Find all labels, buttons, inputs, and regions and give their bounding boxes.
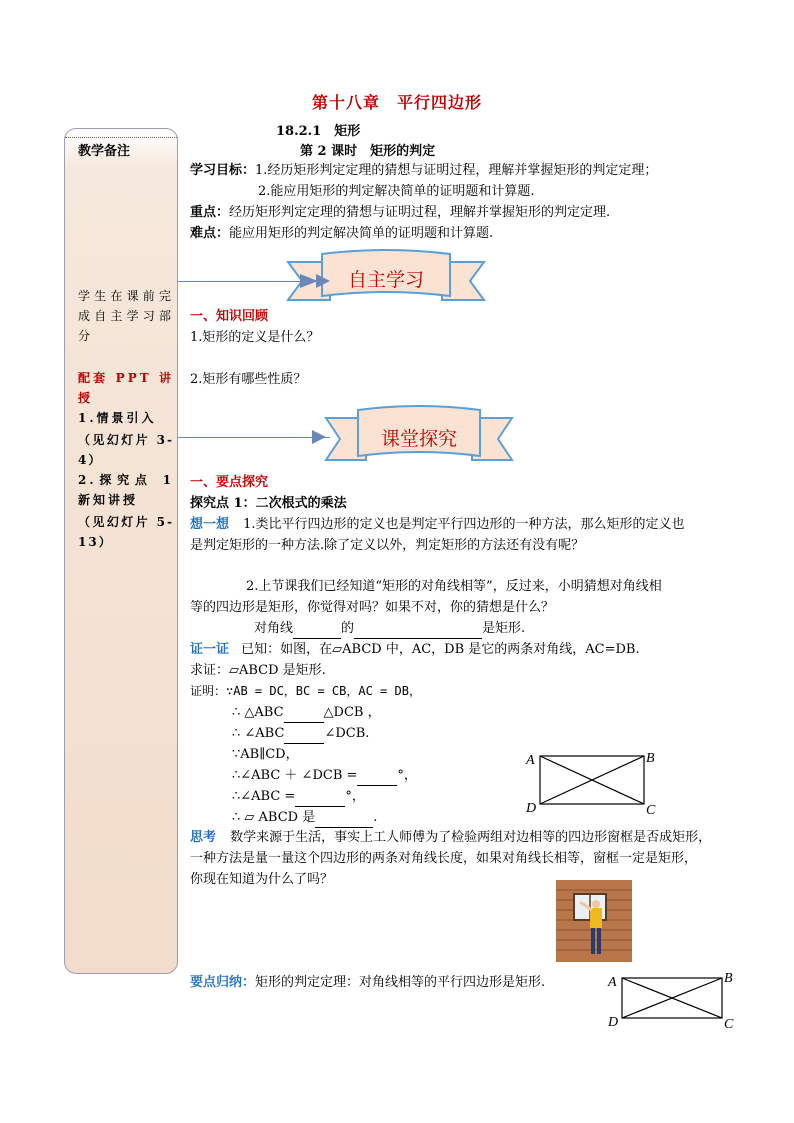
proof-3a: ∴ ∠ABC: [232, 726, 285, 741]
sidebar-step1-ref: （见幻灯片 3-4）: [78, 433, 174, 467]
reflect-text3: 你现在知道为什么了吗？: [190, 872, 334, 887]
prove-goal: 求证：▱ABCD 是矩形.: [190, 663, 326, 678]
reflect-text2: 一种方法是量一量这个四边形的两条对角线长度，如果对角线长相等，窗框一定是矩形，: [190, 851, 698, 866]
fill-text-b: 的: [341, 621, 355, 636]
banner-classroom: [324, 404, 514, 470]
worker-measuring-window-image: [556, 880, 632, 962]
vertex-c-label: C: [646, 803, 656, 818]
proof-line-3: [232, 723, 369, 744]
fill-text-a: 对角线: [254, 621, 294, 636]
objective-2: 2.能应用矩形的判定解决简单的证明题和计算题.: [258, 184, 535, 199]
vertex-b-label-2: B: [724, 971, 733, 986]
rectangle-figure-2: [606, 968, 748, 1034]
blank-3[interactable]: [284, 708, 324, 723]
blank-2[interactable]: [354, 624, 482, 639]
prove-label: 证一证: [190, 642, 230, 657]
question2-line1: 2.上节课我们已经知道“矩形的对角线相等”，反过来，小明猜想对角线相: [246, 579, 662, 594]
sidebar-step2-ref: （见幻灯片 5-13）: [78, 515, 174, 549]
fill-text-c: 是矩形.: [482, 621, 526, 636]
vertex-d-label: D: [526, 801, 537, 816]
reflect-label: 思考: [190, 830, 217, 845]
blank-5[interactable]: [357, 771, 397, 786]
key-point-label: 重点：: [190, 205, 230, 220]
proof-line-6: [232, 786, 365, 807]
sidebar-ppt-label: 配套 PPT 讲授: [78, 371, 174, 405]
proof-7b: .: [373, 810, 378, 825]
explore-point-1: 探究点 1：二次根式的乘法: [190, 496, 347, 511]
proof-5b: °，: [397, 768, 417, 783]
review-heading: 一、知识回顾: [190, 309, 269, 324]
section-number: 18.2.1 矩形: [276, 124, 361, 139]
lesson-title: 第 2 课时 矩形的判定: [300, 144, 436, 159]
fill-in-conjecture: [254, 618, 525, 639]
proof-7a: ∴ ▱ ABCD 是: [232, 810, 316, 825]
arrow-head-2: [312, 430, 326, 444]
blank-7[interactable]: [315, 813, 373, 828]
key-point: [190, 202, 610, 223]
summary: [190, 972, 545, 993]
proof-line-4: ∵AB∥CD，: [232, 747, 299, 762]
proof-2a: ∴ △ABC: [232, 705, 284, 720]
review-q1: 1.矩形的定义是什么？: [190, 330, 320, 345]
difficulty-label: 难点：: [190, 226, 230, 241]
vertex-b-label: B: [646, 751, 655, 766]
banner-self-study-label: 自主学习: [347, 269, 425, 291]
objectives-label: 学习目标：: [190, 163, 256, 178]
think-text1: 1.类比平行四边形的定义也是判定平行四边形的一种方法，那么矩形的定义也: [243, 517, 685, 532]
think-label: 想一想: [190, 517, 230, 532]
explore-heading: 一、要点探究: [190, 475, 269, 490]
prove-given: [190, 639, 640, 660]
sidebar-note-self-study: 学生在课前完成自主学习部分: [78, 289, 174, 343]
vertex-c-label-2: C: [724, 1017, 734, 1032]
question2-line2: 等的四边形是矩形，你觉得对吗？如果不对，你的猜想是什么？: [190, 600, 555, 615]
sidebar-step2: 2.探究点 1 新知讲授: [78, 473, 174, 507]
blank-1[interactable]: [293, 624, 341, 639]
proof-5a: ∴∠ABC ＋ ∠DCB =: [232, 768, 358, 783]
summary-label: 要点归纳：: [190, 975, 256, 990]
arrow-line-2: [178, 437, 330, 438]
objective-1: 1.经历矩形判定定理的猜想与证明过程，理解并掌握矩形的判定定理；: [255, 163, 658, 178]
proof-2b: △DCB ，: [323, 705, 381, 720]
vertex-a-label: A: [526, 753, 535, 768]
proof-6b: °，: [345, 789, 365, 804]
proof-line-5: [232, 765, 417, 786]
sidebar-title: 教学备注: [78, 144, 131, 159]
rectangle-figure-1: [520, 746, 662, 818]
blank-4[interactable]: [284, 729, 324, 744]
proof-line-1: 证明：∵AB = DC，BC = CB，AC = DB，: [190, 684, 421, 698]
key-point-text: 经历矩形判定定理的猜想与证明过程，理解并掌握矩形的判定定理.: [229, 205, 611, 220]
proof-3b: ∠DCB.: [324, 726, 370, 741]
vertex-a-label-2: A: [608, 975, 617, 990]
blank-6[interactable]: [295, 792, 345, 807]
banner-classroom-label: 课堂探究: [380, 428, 458, 450]
reflect-line1: [190, 827, 711, 848]
sidebar-step1: 1.情景引入: [78, 411, 157, 425]
reflect-text1: 数学来源于生活，事实上工人师傅为了检验两组对边相等的四边形窗框是否成矩形，: [230, 830, 712, 845]
arrow-head-1: [316, 274, 330, 288]
difficulty: [190, 223, 493, 244]
chapter-title: 第十八章 平行四边形: [311, 93, 482, 112]
difficulty-text: 能应用矩形的判定解决简单的证明题和计算题.: [229, 226, 494, 241]
prove-given-text: 已知：如图，在▱ABCD 中，AC，DB 是它的两条对角线，AC=DB.: [241, 642, 640, 657]
vertex-d-label-2: D: [608, 1015, 619, 1030]
objectives-line1: [190, 160, 657, 181]
think-line1: [190, 514, 685, 535]
proof-line-7: [232, 807, 377, 828]
summary-text: 矩形的判定定理：对角线相等的平行四边形是矩形.: [255, 975, 546, 990]
proof-6a: ∴∠ABC =: [232, 789, 296, 804]
review-q2: 2.矩形有哪些性质？: [190, 372, 307, 387]
proof-line-2: [232, 702, 381, 723]
think-text2: 是判定矩形的一种方法.除了定义以外，判定矩形的方法还有没有呢？: [190, 538, 585, 553]
